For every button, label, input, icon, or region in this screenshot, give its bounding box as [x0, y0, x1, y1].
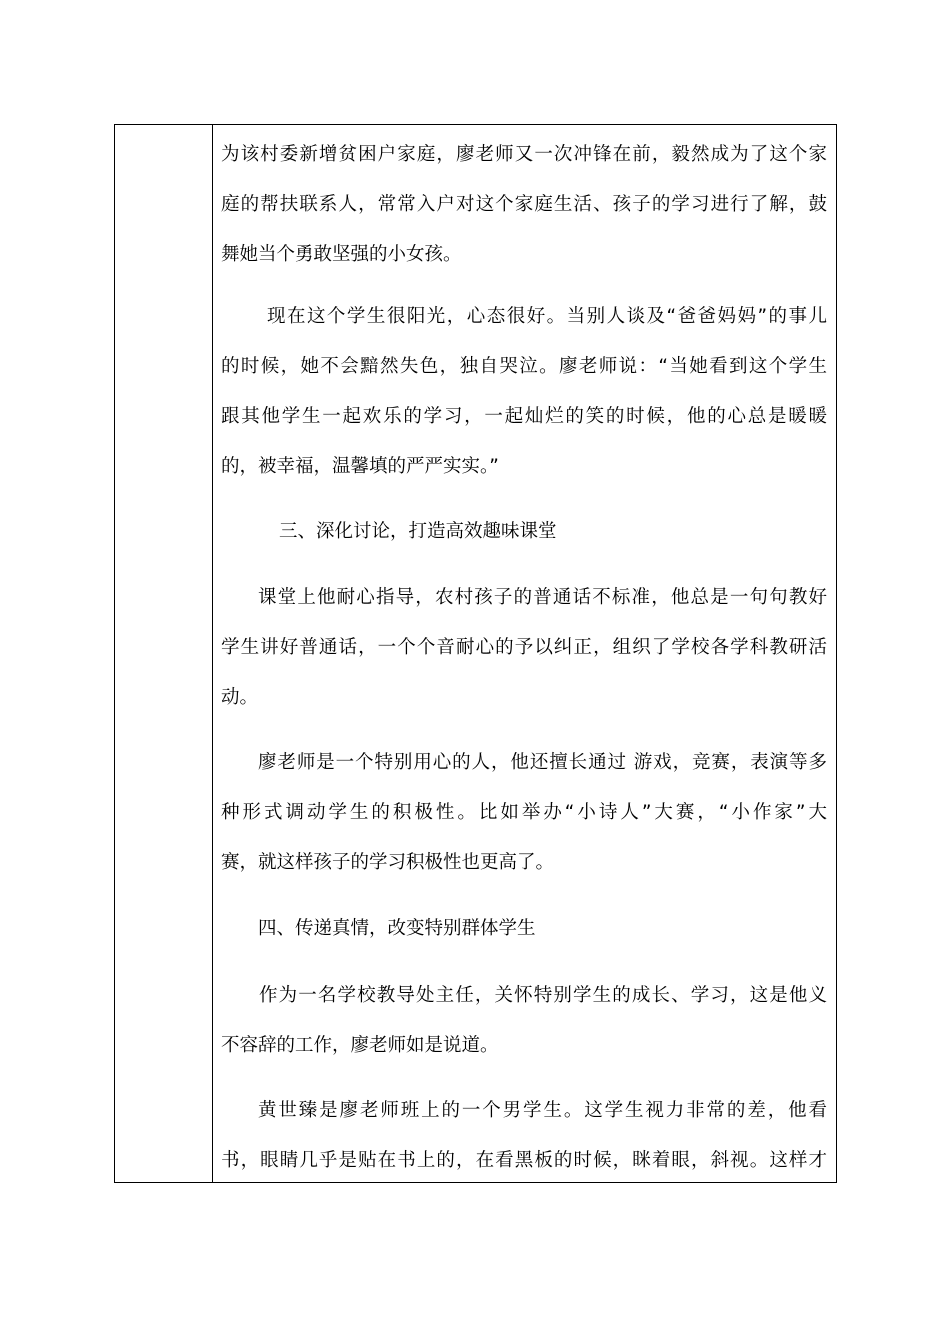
text-line: 庭的帮扶联系人，常常入户对这个家庭生活、孩子的学习进行了解，鼓	[221, 194, 827, 215]
text-line: 书，眼睛几乎是贴在书上的，在看黑板的时候，眯着眼，斜视。这样才	[221, 1150, 827, 1171]
text-line: 为该村委新增贫困户家庭，廖老师又一次冲锋在前，毅然成为了这个家	[221, 144, 827, 165]
paragraph-6	[221, 1086, 827, 1182]
paragraph-1	[221, 130, 827, 280]
text-line: 不容辞的工作，廖老师如是说道。	[221, 1035, 499, 1056]
table-left-cell	[115, 125, 213, 1182]
text-line: 作为一名学校教导处主任，关怀特别学生的成长、学习，这是他义	[259, 985, 827, 1006]
paragraph-4	[221, 738, 827, 888]
paragraph-2	[221, 292, 827, 492]
text-line: 舞她当个勇敢坚强的小女孩。	[221, 244, 462, 265]
text-line: 廖老师是一个特别用心的人，他还擅长通过 游戏，竞赛，表演等多	[258, 752, 827, 773]
text-line: 的，被幸福，温馨填的严严实实。”	[221, 456, 499, 477]
document-table	[114, 124, 837, 1183]
text-line: 的时候，她不会黯然失色，独自哭泣。廖老师说：“当她看到这个学生	[221, 356, 827, 377]
paragraph-3	[221, 573, 827, 723]
text-line: 课堂上他耐心指导，农村孩子的普通话不标准，他总是一句句教好	[258, 587, 827, 608]
text-line: 种形式调动学生的积极性。比如举办“小诗人”大赛，“小作家”大	[221, 802, 827, 823]
text-line: 学生讲好普通话，一个个音耐心的予以纠正，组织了学校各学科教研活	[221, 637, 827, 658]
text-line: 赛，就这样孩子的学习积极性也更高了。	[221, 852, 555, 873]
table-content-cell	[213, 125, 836, 1182]
text-line: 黄世臻是廖老师班上的一个男学生。这学生视力非常的差，他看	[258, 1100, 827, 1121]
section-heading-3: 三、深化讨论，打造高效趣味课堂	[279, 521, 557, 542]
section-heading-4: 四、传递真情，改变特别群体学生	[258, 918, 536, 939]
text-line: 动。	[221, 687, 259, 708]
text-line: 现在这个学生很阳光，心态很好。当别人谈及“爸爸妈妈”的事儿	[267, 306, 827, 327]
text-line: 跟其他学生一起欢乐的学习，一起灿烂的笑的时候，他的心总是暖暖	[221, 406, 827, 427]
paragraph-5	[221, 971, 827, 1071]
